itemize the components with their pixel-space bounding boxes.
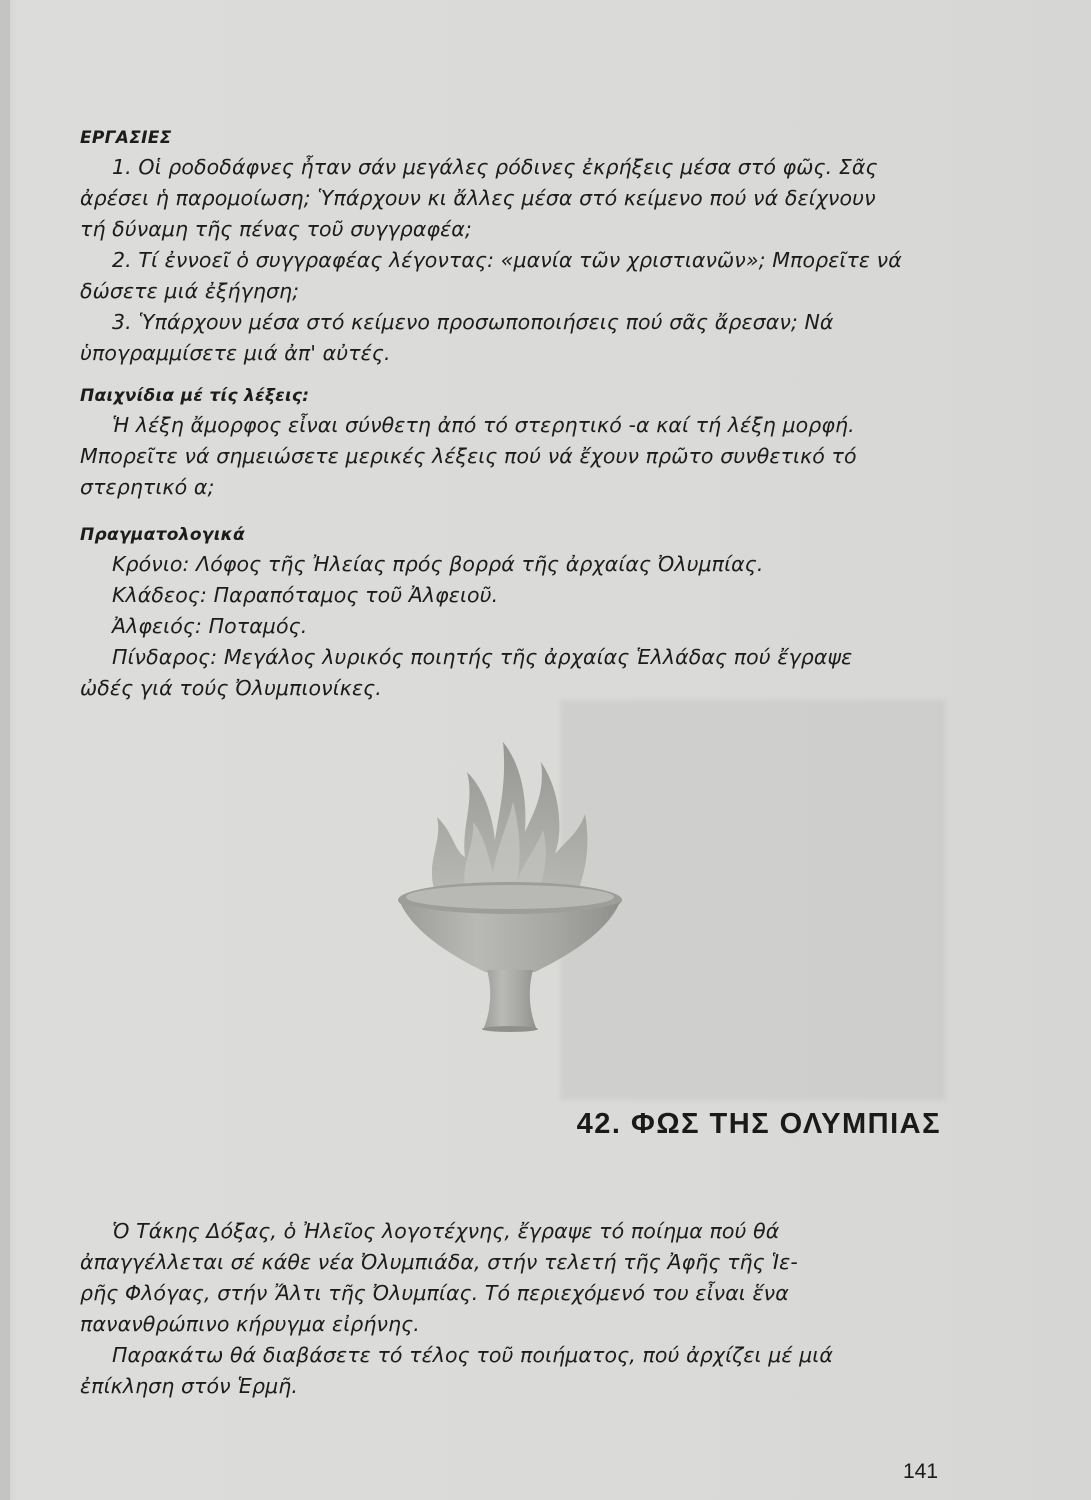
factual-line: Ἀλφειός: Ποταμός. — [112, 614, 308, 638]
exercises-heading: ΕΡΓΑΣΙΕΣ — [80, 128, 172, 148]
word-games-line: Ἡ λέξη ἄμορφος εἶναι σύνθετη ἀπό τό στερητικό -α καί τή λέξη μορφή. — [112, 413, 855, 437]
factual-heading: Πραγματολογικά — [80, 525, 245, 545]
exercise-line: 2. Τί ἐννοεῖ ὁ συγγραφέας λέγοντας: «μανία τῶν χριστιανῶν»; Μπορεῖτε νά — [112, 248, 902, 272]
factual-line: Πίνδαρος: Μεγάλος λυρικός ποιητής τῆς ἀρχαίας Ἑλλάδας πού ἔγραψε — [112, 645, 853, 669]
intro-line: ρῆς Φλόγας, στήν Ἄλτι τῆς Ὀλυμπίας. Τό περιεχόμενό του εἶναι ἕνα — [80, 1281, 789, 1305]
word-games-heading: Παιχνίδια μέ τίς λέξεις: — [80, 386, 310, 406]
word-games-line: στερητικό α; — [80, 475, 215, 499]
intro-line: ἀπαγγέλλεται σέ κάθε νέα Ὀλυμπιάδα, στήν τελετή τῆς Ἀφῆς τῆς Ἱε- — [80, 1250, 798, 1274]
exercise-line: ἀρέσει ἡ παρομοίωση; Ὑπάρχουν κι ἄλλες μέσα στό κείμενο πού νά δείχνουν — [80, 186, 876, 210]
intro-line: Ὁ Τάκης Δόξας, ὁ Ἠλεῖος λογοτέχνης, ἔγραψε τό ποίημα πού θά — [112, 1219, 780, 1243]
exercise-line: δώσετε μιά ἐξήγηση; — [80, 279, 300, 303]
intro-section — [80, 1216, 950, 1402]
exercise-line: 3. Ὑπάρχουν μέσα στό κείμενο προσωποποιήσεις πού σᾶς ἄρεσαν; Νά — [112, 310, 834, 334]
word-games-section — [80, 384, 950, 503]
exercise-line: τή δύναμη τῆς πένας τοῦ συγγραφέα; — [80, 217, 472, 241]
chapter-title: 42. ΦΩΣ ΤΗΣ ΟΛΥΜΠΙΑΣ — [576, 1108, 941, 1140]
page-number: 141 — [903, 1460, 939, 1483]
word-games-line: Μπορεῖτε νά σημειώσετε μερικές λέξεις πού νά ἔχουν πρῶτο συνθετικό τό — [80, 444, 857, 468]
intro-line: πανανθρώπινο κήρυγμα εἰρήνης. — [80, 1312, 420, 1336]
exercise-line: 1. Οἱ ροδοδάφνες ἦταν σάν μεγάλες ρόδινες ἐκρήξεις μέσα στό φῶς. Σᾶς — [112, 155, 878, 179]
factual-line: Κλάδεος: Παραπόταμος τοῦ Ἀλφειοῦ. — [112, 583, 499, 607]
intro-line: Παρακάτω θά διαβάσετε τό τέλος τοῦ ποιήματος, πού ἀρχίζει μέ μιά — [112, 1343, 833, 1367]
exercises-section — [80, 126, 950, 369]
intro-line: ἐπίκληση στόν Ἑρμῆ. — [80, 1374, 298, 1398]
factual-section — [80, 523, 950, 704]
exercise-line: ὑπογραμμίσετε μιά ἀπ' αὐτές. — [80, 341, 391, 365]
factual-line: Κρόνιο: Λόφος τῆς Ἠλείας πρός βορρά τῆς ἀρχαίας Ὀλυμπίας. — [112, 552, 764, 576]
page-spine-edge — [0, 0, 10, 1500]
olympic-torch-icon — [395, 722, 625, 1032]
factual-line: ὠδές γιά τούς Ὀλυμπιονίκες. — [80, 676, 382, 700]
